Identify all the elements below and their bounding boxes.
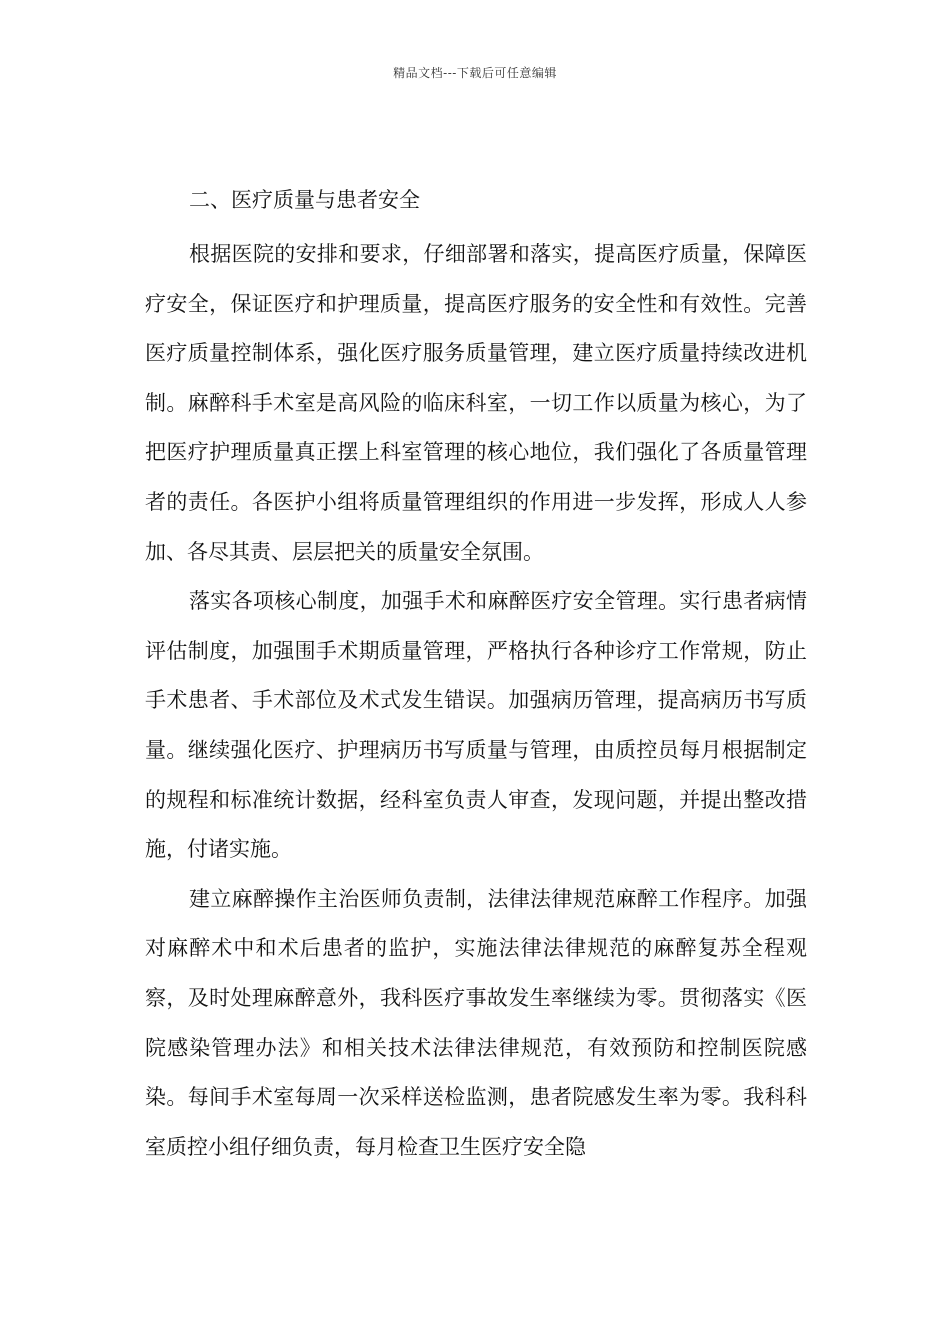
document-body: [145, 180, 807, 1172]
paragraph-anesthesia-infection-control: 建立麻醉操作主治医师负责制，法律法律规范麻醉工作程序。加强对麻醉术中和术后患者的监护，实施法律法律规范的麻醉复苏全程观察，及时处理麻醉意外，我科医疗事故发生率继续为零。贯彻落实《医院感染管理办法》和相关技术法律法律规范，有效预防和控制医院感染。每间手术室每周一次采样送检监测，患者院感发生率为零。我科科室质控小组仔细负责，每月检查卫生医疗安全隐: [145, 886, 807, 1159]
paragraph-quality-management: 根据医院的安排和要求，仔细部署和落实，提高医疗质量，保障医疗安全，保证医疗和护理质量，提高医疗服务的安全性和有效性。完善医疗质量控制体系，强化医疗服务质量管理，建立医疗质量持续改进机制。麻醉科手术室是高风险的临床科室，一切工作以质量为核心，为了把医疗护理质量真正摆上科室管理的核心地位，我们强化了各质量管理者的责任。各医护小组将质量管理组织的作用进一步发挥，形成人人参加、各尽其责、层层把关的质量安全氛围。: [145, 242, 807, 564]
section-heading: 二、医疗质量与患者安全: [189, 188, 420, 212]
paragraph-core-systems: 落实各项核心制度，加强手术和麻醉医疗安全管理。实行患者病情评估制度，加强围手术期质量管理，严格执行各种诊疗工作常规，防止手术患者、手术部位及术式发生错误。加强病历管理，提高病历书写质量。继续强化医疗、护理病历书写质量与管理，由质控员每月根据制定的规程和标准统计数据，经科室负责人审查，发现问题，并提出整改措施，付诸实施。: [145, 589, 807, 862]
page-header: 精品文档---下载后可任意编辑: [393, 66, 557, 80]
